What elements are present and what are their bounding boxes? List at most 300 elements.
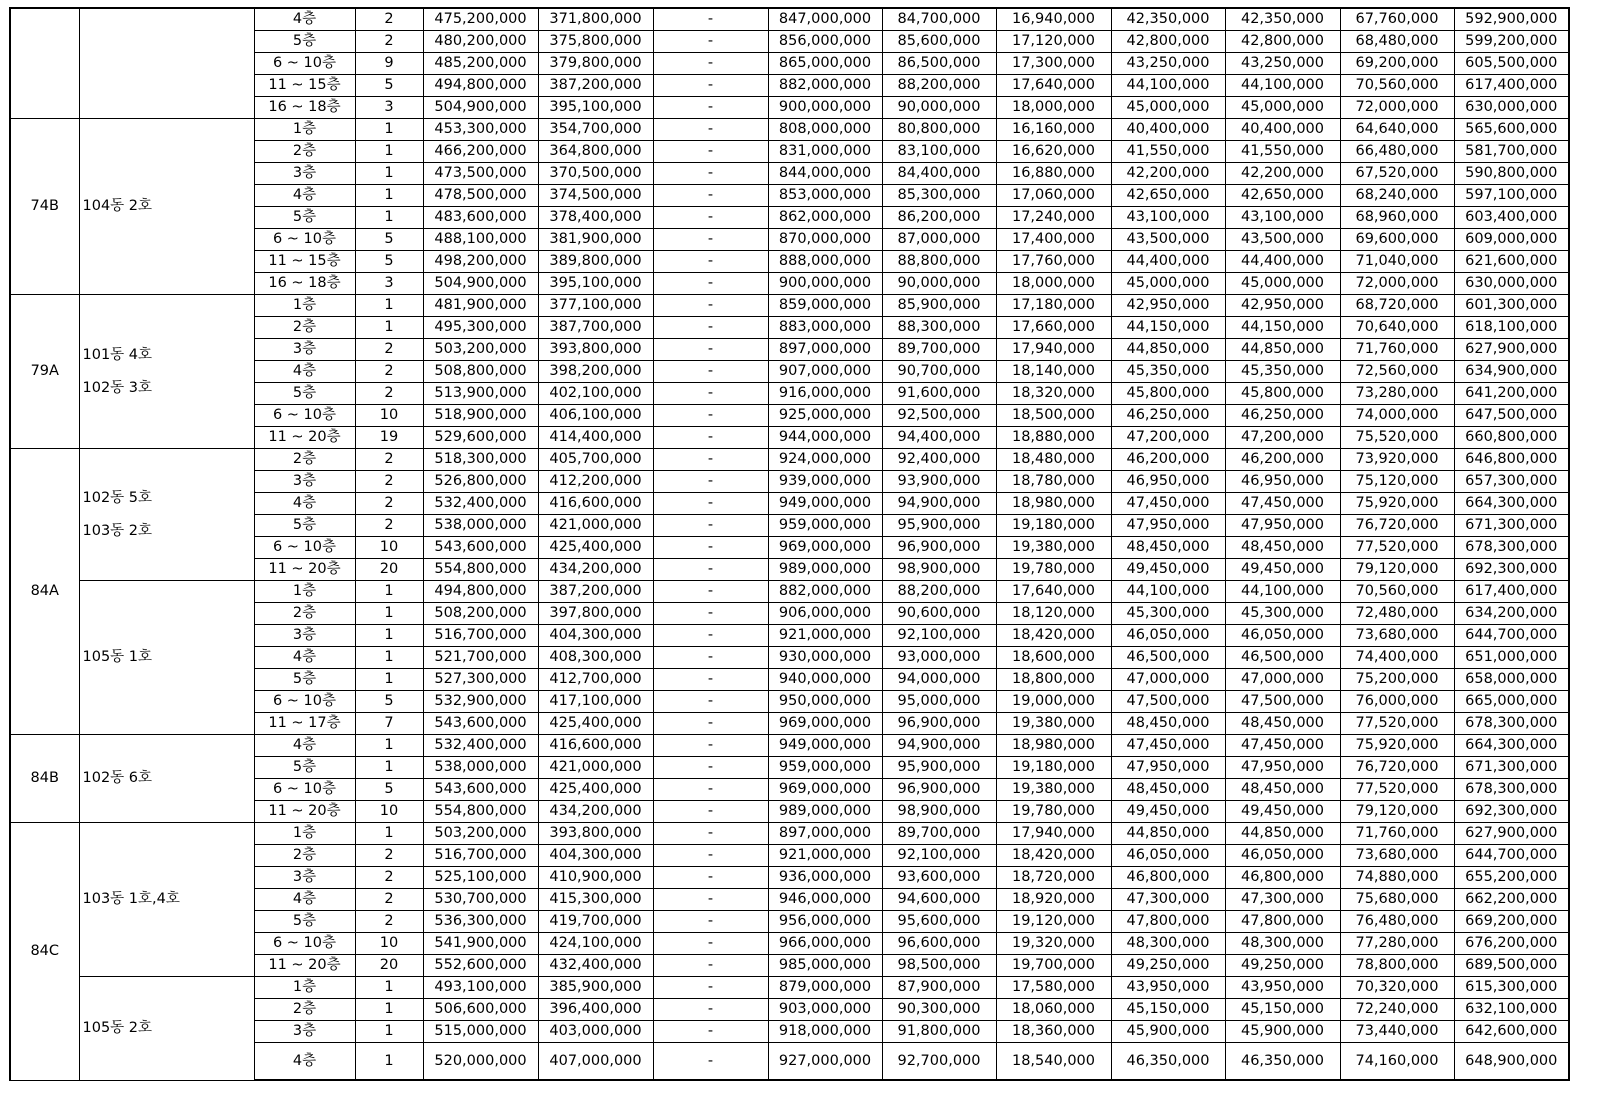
table-row [10, 581, 1569, 603]
building-price-cell: 396,400,000 [538, 999, 653, 1021]
floor-cell: 6 ~ 10층 [254, 933, 355, 955]
floor-cell: 4층 [254, 361, 355, 383]
option-cell: - [653, 515, 768, 537]
floor-cell: 1층 [254, 581, 355, 603]
installment-3-cell: 47,000,000 [1225, 669, 1340, 691]
land-price-cell: 508,800,000 [423, 361, 538, 383]
land-price-cell: 513,900,000 [423, 383, 538, 405]
total-price-cell: 865,000,000 [768, 53, 882, 75]
floor-cell: 1층 [254, 823, 355, 845]
installment-3-cell: 49,450,000 [1225, 801, 1340, 823]
unit-count-cell: 2 [355, 515, 423, 537]
installment-3-cell: 46,950,000 [1225, 471, 1340, 493]
total-price-cell: 916,000,000 [768, 383, 882, 405]
installment-1-cell: 18,720,000 [996, 867, 1111, 889]
balance-cell: 630,000,000 [1454, 97, 1569, 119]
building-unit-label: 102동 3호 [82, 379, 153, 396]
land-price-cell: 538,000,000 [423, 515, 538, 537]
building-price-cell: 395,100,000 [538, 273, 653, 295]
land-price-cell: 530,700,000 [423, 889, 538, 911]
installment-2-cell: 47,800,000 [1111, 911, 1225, 933]
land-price-cell: 552,600,000 [423, 955, 538, 977]
building-price-cell: 416,600,000 [538, 493, 653, 515]
contract-deposit-cell: 96,900,000 [882, 537, 996, 559]
building-price-cell: 434,200,000 [538, 559, 653, 581]
installment-1-cell: 18,120,000 [996, 603, 1111, 625]
unit-count-cell: 1 [355, 207, 423, 229]
contract-deposit-cell: 98,900,000 [882, 801, 996, 823]
installment-4-cell: 72,560,000 [1340, 361, 1454, 383]
unit-count-cell: 1 [355, 119, 423, 141]
building-unit-label: 101동 4호 [82, 346, 153, 363]
installment-4-cell: 77,520,000 [1340, 537, 1454, 559]
installment-1-cell: 19,000,000 [996, 691, 1111, 713]
installment-2-cell: 46,050,000 [1111, 625, 1225, 647]
total-price-cell: 847,000,000 [768, 8, 882, 31]
building-unit-cell [79, 8, 254, 119]
installment-1-cell: 17,940,000 [996, 339, 1111, 361]
building-unit-label: 102동 5호 [82, 489, 153, 506]
building-price-cell: 404,300,000 [538, 845, 653, 867]
building-price-cell: 398,200,000 [538, 361, 653, 383]
balance-cell: 692,300,000 [1454, 559, 1569, 581]
contract-deposit-cell: 92,500,000 [882, 405, 996, 427]
installment-2-cell: 46,800,000 [1111, 867, 1225, 889]
option-cell: - [653, 493, 768, 515]
option-cell: - [653, 889, 768, 911]
installment-3-cell: 47,450,000 [1225, 493, 1340, 515]
building-unit-cell [79, 735, 254, 823]
unit-type-cell: 74B [10, 119, 79, 295]
installment-3-cell: 46,500,000 [1225, 647, 1340, 669]
installment-3-cell: 46,050,000 [1225, 625, 1340, 647]
unit-count-cell: 2 [355, 31, 423, 53]
balance-cell: 644,700,000 [1454, 625, 1569, 647]
land-price-cell: 536,300,000 [423, 911, 538, 933]
total-price-cell: 897,000,000 [768, 823, 882, 845]
floor-cell: 4층 [254, 1043, 355, 1081]
option-cell: - [653, 691, 768, 713]
floor-cell: 4층 [254, 185, 355, 207]
total-price-cell: 985,000,000 [768, 955, 882, 977]
contract-deposit-cell: 98,500,000 [882, 955, 996, 977]
land-price-cell: 485,200,000 [423, 53, 538, 75]
installment-3-cell: 48,450,000 [1225, 537, 1340, 559]
building-price-cell: 425,400,000 [538, 537, 653, 559]
land-price-cell: 516,700,000 [423, 625, 538, 647]
balance-cell: 634,900,000 [1454, 361, 1569, 383]
total-price-cell: 853,000,000 [768, 185, 882, 207]
building-unit-label: 104동 2호 [82, 198, 153, 214]
balance-cell: 632,100,000 [1454, 999, 1569, 1021]
installment-3-cell: 42,800,000 [1225, 31, 1340, 53]
installment-4-cell: 73,680,000 [1340, 845, 1454, 867]
installment-1-cell: 18,320,000 [996, 383, 1111, 405]
unit-type-cell: 84C [10, 823, 79, 1081]
installment-3-cell: 47,800,000 [1225, 911, 1340, 933]
installment-1-cell: 17,120,000 [996, 31, 1111, 53]
installment-3-cell: 45,350,000 [1225, 361, 1340, 383]
building-price-cell: 387,700,000 [538, 317, 653, 339]
unit-count-cell: 1 [355, 581, 423, 603]
floor-cell: 2층 [254, 999, 355, 1021]
contract-deposit-cell: 83,100,000 [882, 141, 996, 163]
building-price-cell: 412,700,000 [538, 669, 653, 691]
balance-cell: 599,200,000 [1454, 31, 1569, 53]
option-cell: - [653, 867, 768, 889]
contract-deposit-cell: 87,900,000 [882, 977, 996, 999]
installment-1-cell: 18,980,000 [996, 735, 1111, 757]
balance-cell: 605,500,000 [1454, 53, 1569, 75]
installment-1-cell: 17,640,000 [996, 75, 1111, 97]
floor-cell: 2층 [254, 845, 355, 867]
installment-1-cell: 17,580,000 [996, 977, 1111, 999]
total-price-cell: 906,000,000 [768, 603, 882, 625]
balance-cell: 676,200,000 [1454, 933, 1569, 955]
total-price-cell: 870,000,000 [768, 229, 882, 251]
installment-3-cell: 45,900,000 [1225, 1021, 1340, 1043]
building-unit-cell [79, 449, 254, 581]
option-cell: - [653, 801, 768, 823]
contract-deposit-cell: 90,700,000 [882, 361, 996, 383]
installment-2-cell: 47,950,000 [1111, 757, 1225, 779]
installment-2-cell: 45,150,000 [1111, 999, 1225, 1021]
land-price-cell: 480,200,000 [423, 31, 538, 53]
installment-1-cell: 18,480,000 [996, 449, 1111, 471]
building-price-cell: 393,800,000 [538, 339, 653, 361]
installment-4-cell: 68,720,000 [1340, 295, 1454, 317]
unit-count-cell: 1 [355, 603, 423, 625]
installment-3-cell: 47,950,000 [1225, 515, 1340, 537]
floor-cell: 6 ~ 10층 [254, 779, 355, 801]
balance-cell: 627,900,000 [1454, 339, 1569, 361]
installment-2-cell: 45,000,000 [1111, 97, 1225, 119]
contract-deposit-cell: 93,000,000 [882, 647, 996, 669]
contract-deposit-cell: 86,200,000 [882, 207, 996, 229]
installment-3-cell: 43,950,000 [1225, 977, 1340, 999]
total-price-cell: 939,000,000 [768, 471, 882, 493]
balance-cell: 617,400,000 [1454, 75, 1569, 97]
floor-cell: 11 ~ 20층 [254, 427, 355, 449]
floor-cell: 4층 [254, 493, 355, 515]
total-price-cell: 959,000,000 [768, 515, 882, 537]
total-price-cell: 944,000,000 [768, 427, 882, 449]
installment-3-cell: 43,500,000 [1225, 229, 1340, 251]
land-price-cell: 529,600,000 [423, 427, 538, 449]
installment-3-cell: 43,250,000 [1225, 53, 1340, 75]
building-price-cell: 434,200,000 [538, 801, 653, 823]
total-price-cell: 927,000,000 [768, 1043, 882, 1081]
installment-1-cell: 16,880,000 [996, 163, 1111, 185]
installment-3-cell: 44,850,000 [1225, 823, 1340, 845]
installment-3-cell: 49,250,000 [1225, 955, 1340, 977]
option-cell: - [653, 625, 768, 647]
building-unit-cell [79, 295, 254, 449]
total-price-cell: 859,000,000 [768, 295, 882, 317]
floor-cell: 4층 [254, 647, 355, 669]
total-price-cell: 856,000,000 [768, 31, 882, 53]
building-price-cell: 389,800,000 [538, 251, 653, 273]
option-cell: - [653, 735, 768, 757]
building-unit-cell [79, 823, 254, 977]
unit-count-cell: 1 [355, 185, 423, 207]
unit-count-cell: 2 [355, 361, 423, 383]
contract-deposit-cell: 88,300,000 [882, 317, 996, 339]
floor-cell: 4층 [254, 735, 355, 757]
building-price-cell: 407,000,000 [538, 1043, 653, 1081]
building-unit-cell [79, 119, 254, 295]
installment-2-cell: 47,000,000 [1111, 669, 1225, 691]
installment-2-cell: 42,950,000 [1111, 295, 1225, 317]
option-cell: - [653, 273, 768, 295]
unit-count-cell: 2 [355, 8, 423, 31]
option-cell: - [653, 603, 768, 625]
option-cell: - [653, 823, 768, 845]
floor-cell: 2층 [254, 603, 355, 625]
land-price-cell: 532,900,000 [423, 691, 538, 713]
contract-deposit-cell: 84,700,000 [882, 8, 996, 31]
building-price-cell: 354,700,000 [538, 119, 653, 141]
installment-4-cell: 77,520,000 [1340, 779, 1454, 801]
land-price-cell: 554,800,000 [423, 801, 538, 823]
table-row [10, 295, 1569, 317]
installment-4-cell: 75,920,000 [1340, 735, 1454, 757]
contract-deposit-cell: 95,900,000 [882, 757, 996, 779]
unit-count-cell: 5 [355, 779, 423, 801]
installment-3-cell: 45,150,000 [1225, 999, 1340, 1021]
option-cell: - [653, 911, 768, 933]
land-price-cell: 494,800,000 [423, 581, 538, 603]
installment-4-cell: 77,520,000 [1340, 713, 1454, 735]
option-cell: - [653, 471, 768, 493]
installment-3-cell: 48,450,000 [1225, 779, 1340, 801]
land-price-cell: 475,200,000 [423, 8, 538, 31]
unit-type-cell: 79A [10, 295, 79, 449]
contract-deposit-cell: 93,600,000 [882, 867, 996, 889]
contract-deposit-cell: 90,000,000 [882, 97, 996, 119]
installment-2-cell: 44,850,000 [1111, 823, 1225, 845]
installment-2-cell: 45,300,000 [1111, 603, 1225, 625]
land-price-cell: 494,800,000 [423, 75, 538, 97]
balance-cell: 609,000,000 [1454, 229, 1569, 251]
option-cell: - [653, 845, 768, 867]
contract-deposit-cell: 90,000,000 [882, 273, 996, 295]
building-price-cell: 395,100,000 [538, 97, 653, 119]
total-price-cell: 808,000,000 [768, 119, 882, 141]
floor-cell: 3층 [254, 625, 355, 647]
building-unit-label: 105동 2호 [82, 1019, 153, 1036]
installment-2-cell: 44,150,000 [1111, 317, 1225, 339]
land-price-cell: 532,400,000 [423, 735, 538, 757]
land-price-cell: 504,900,000 [423, 273, 538, 295]
installment-4-cell: 75,520,000 [1340, 427, 1454, 449]
balance-cell: 662,200,000 [1454, 889, 1569, 911]
unit-count-cell: 7 [355, 713, 423, 735]
contract-deposit-cell: 86,500,000 [882, 53, 996, 75]
installment-3-cell: 47,500,000 [1225, 691, 1340, 713]
option-cell: - [653, 427, 768, 449]
land-price-cell: 503,200,000 [423, 823, 538, 845]
installment-1-cell: 18,980,000 [996, 493, 1111, 515]
option-cell: - [653, 229, 768, 251]
installment-1-cell: 17,180,000 [996, 295, 1111, 317]
installment-4-cell: 72,000,000 [1340, 97, 1454, 119]
contract-deposit-cell: 96,900,000 [882, 713, 996, 735]
option-cell: - [653, 31, 768, 53]
installment-3-cell: 47,950,000 [1225, 757, 1340, 779]
building-price-cell: 405,700,000 [538, 449, 653, 471]
contract-deposit-cell: 90,600,000 [882, 603, 996, 625]
building-price-cell: 364,800,000 [538, 141, 653, 163]
balance-cell: 665,000,000 [1454, 691, 1569, 713]
floor-cell: 6 ~ 10층 [254, 405, 355, 427]
contract-deposit-cell: 94,000,000 [882, 669, 996, 691]
floor-cell: 6 ~ 10층 [254, 691, 355, 713]
unit-count-cell: 1 [355, 625, 423, 647]
building-price-cell: 402,100,000 [538, 383, 653, 405]
installment-1-cell: 17,760,000 [996, 251, 1111, 273]
floor-cell: 16 ~ 18층 [254, 273, 355, 295]
floor-cell: 5층 [254, 757, 355, 779]
installment-2-cell: 45,900,000 [1111, 1021, 1225, 1043]
unit-count-cell: 2 [355, 339, 423, 361]
building-price-cell: 415,300,000 [538, 889, 653, 911]
building-price-cell: 378,400,000 [538, 207, 653, 229]
installment-2-cell: 47,200,000 [1111, 427, 1225, 449]
floor-cell: 4층 [254, 8, 355, 31]
option-cell: - [653, 75, 768, 97]
balance-cell: 592,900,000 [1454, 8, 1569, 31]
unit-count-cell: 1 [355, 735, 423, 757]
contract-deposit-cell: 90,300,000 [882, 999, 996, 1021]
installment-4-cell: 71,040,000 [1340, 251, 1454, 273]
installment-4-cell: 79,120,000 [1340, 801, 1454, 823]
floor-cell: 3층 [254, 339, 355, 361]
installment-2-cell: 46,500,000 [1111, 647, 1225, 669]
balance-cell: 581,700,000 [1454, 141, 1569, 163]
installment-1-cell: 17,240,000 [996, 207, 1111, 229]
installment-4-cell: 70,640,000 [1340, 317, 1454, 339]
floor-cell: 1층 [254, 977, 355, 999]
contract-deposit-cell: 92,100,000 [882, 625, 996, 647]
building-price-cell: 374,500,000 [538, 185, 653, 207]
option-cell: - [653, 383, 768, 405]
installment-2-cell: 48,300,000 [1111, 933, 1225, 955]
installment-1-cell: 18,540,000 [996, 1043, 1111, 1081]
floor-cell: 11 ~ 17층 [254, 713, 355, 735]
unit-count-cell: 1 [355, 317, 423, 339]
balance-cell: 621,600,000 [1454, 251, 1569, 273]
option-cell: - [653, 449, 768, 471]
total-price-cell: 862,000,000 [768, 207, 882, 229]
option-cell: - [653, 647, 768, 669]
total-price-cell: 989,000,000 [768, 801, 882, 823]
unit-count-cell: 5 [355, 251, 423, 273]
installment-1-cell: 16,940,000 [996, 8, 1111, 31]
land-price-cell: 453,300,000 [423, 119, 538, 141]
installment-3-cell: 42,350,000 [1225, 8, 1340, 31]
option-cell: - [653, 757, 768, 779]
option-cell: - [653, 339, 768, 361]
contract-deposit-cell: 85,300,000 [882, 185, 996, 207]
balance-cell: 678,300,000 [1454, 713, 1569, 735]
building-price-cell: 410,900,000 [538, 867, 653, 889]
installment-4-cell: 76,720,000 [1340, 757, 1454, 779]
table-row [10, 449, 1569, 471]
building-unit-label: 102동 6호 [82, 770, 153, 786]
contract-deposit-cell: 98,900,000 [882, 559, 996, 581]
unit-count-cell: 1 [355, 1043, 423, 1081]
land-price-cell: 478,500,000 [423, 185, 538, 207]
installment-4-cell: 75,120,000 [1340, 471, 1454, 493]
installment-3-cell: 46,350,000 [1225, 1043, 1340, 1081]
installment-3-cell: 48,450,000 [1225, 713, 1340, 735]
total-price-cell: 966,000,000 [768, 933, 882, 955]
installment-4-cell: 72,480,000 [1340, 603, 1454, 625]
building-price-cell: 406,100,000 [538, 405, 653, 427]
total-price-cell: 969,000,000 [768, 537, 882, 559]
installment-4-cell: 71,760,000 [1340, 339, 1454, 361]
installment-3-cell: 44,100,000 [1225, 581, 1340, 603]
contract-deposit-cell: 94,400,000 [882, 427, 996, 449]
total-price-cell: 879,000,000 [768, 977, 882, 999]
total-price-cell: 831,000,000 [768, 141, 882, 163]
balance-cell: 597,100,000 [1454, 185, 1569, 207]
balance-cell: 657,300,000 [1454, 471, 1569, 493]
option-cell: - [653, 295, 768, 317]
land-price-cell: 504,900,000 [423, 97, 538, 119]
total-price-cell: 844,000,000 [768, 163, 882, 185]
floor-cell: 6 ~ 10층 [254, 229, 355, 251]
contract-deposit-cell: 95,600,000 [882, 911, 996, 933]
installment-3-cell: 46,250,000 [1225, 405, 1340, 427]
installment-2-cell: 48,450,000 [1111, 537, 1225, 559]
option-cell: - [653, 537, 768, 559]
installment-3-cell: 48,300,000 [1225, 933, 1340, 955]
floor-cell: 11 ~ 20층 [254, 955, 355, 977]
balance-cell: 642,600,000 [1454, 1021, 1569, 1043]
balance-cell: 627,900,000 [1454, 823, 1569, 845]
land-price-cell: 498,200,000 [423, 251, 538, 273]
total-price-cell: 959,000,000 [768, 757, 882, 779]
installment-3-cell: 45,800,000 [1225, 383, 1340, 405]
installment-1-cell: 17,400,000 [996, 229, 1111, 251]
contract-deposit-cell: 96,900,000 [882, 779, 996, 801]
contract-deposit-cell: 85,600,000 [882, 31, 996, 53]
land-price-cell: 554,800,000 [423, 559, 538, 581]
unit-count-cell: 9 [355, 53, 423, 75]
unit-count-cell: 1 [355, 999, 423, 1021]
building-price-cell: 419,700,000 [538, 911, 653, 933]
floor-cell: 2층 [254, 141, 355, 163]
total-price-cell: 969,000,000 [768, 713, 882, 735]
installment-3-cell: 42,650,000 [1225, 185, 1340, 207]
balance-cell: 671,300,000 [1454, 515, 1569, 537]
balance-cell: 618,100,000 [1454, 317, 1569, 339]
building-price-cell: 417,100,000 [538, 691, 653, 713]
contract-deposit-cell: 80,800,000 [882, 119, 996, 141]
unit-count-cell: 1 [355, 757, 423, 779]
installment-4-cell: 74,400,000 [1340, 647, 1454, 669]
contract-deposit-cell: 92,700,000 [882, 1043, 996, 1081]
floor-cell: 3층 [254, 867, 355, 889]
building-price-cell: 387,200,000 [538, 75, 653, 97]
installment-4-cell: 75,680,000 [1340, 889, 1454, 911]
installment-1-cell: 19,780,000 [996, 559, 1111, 581]
installment-4-cell: 74,880,000 [1340, 867, 1454, 889]
installment-1-cell: 18,140,000 [996, 361, 1111, 383]
unit-count-cell: 10 [355, 933, 423, 955]
